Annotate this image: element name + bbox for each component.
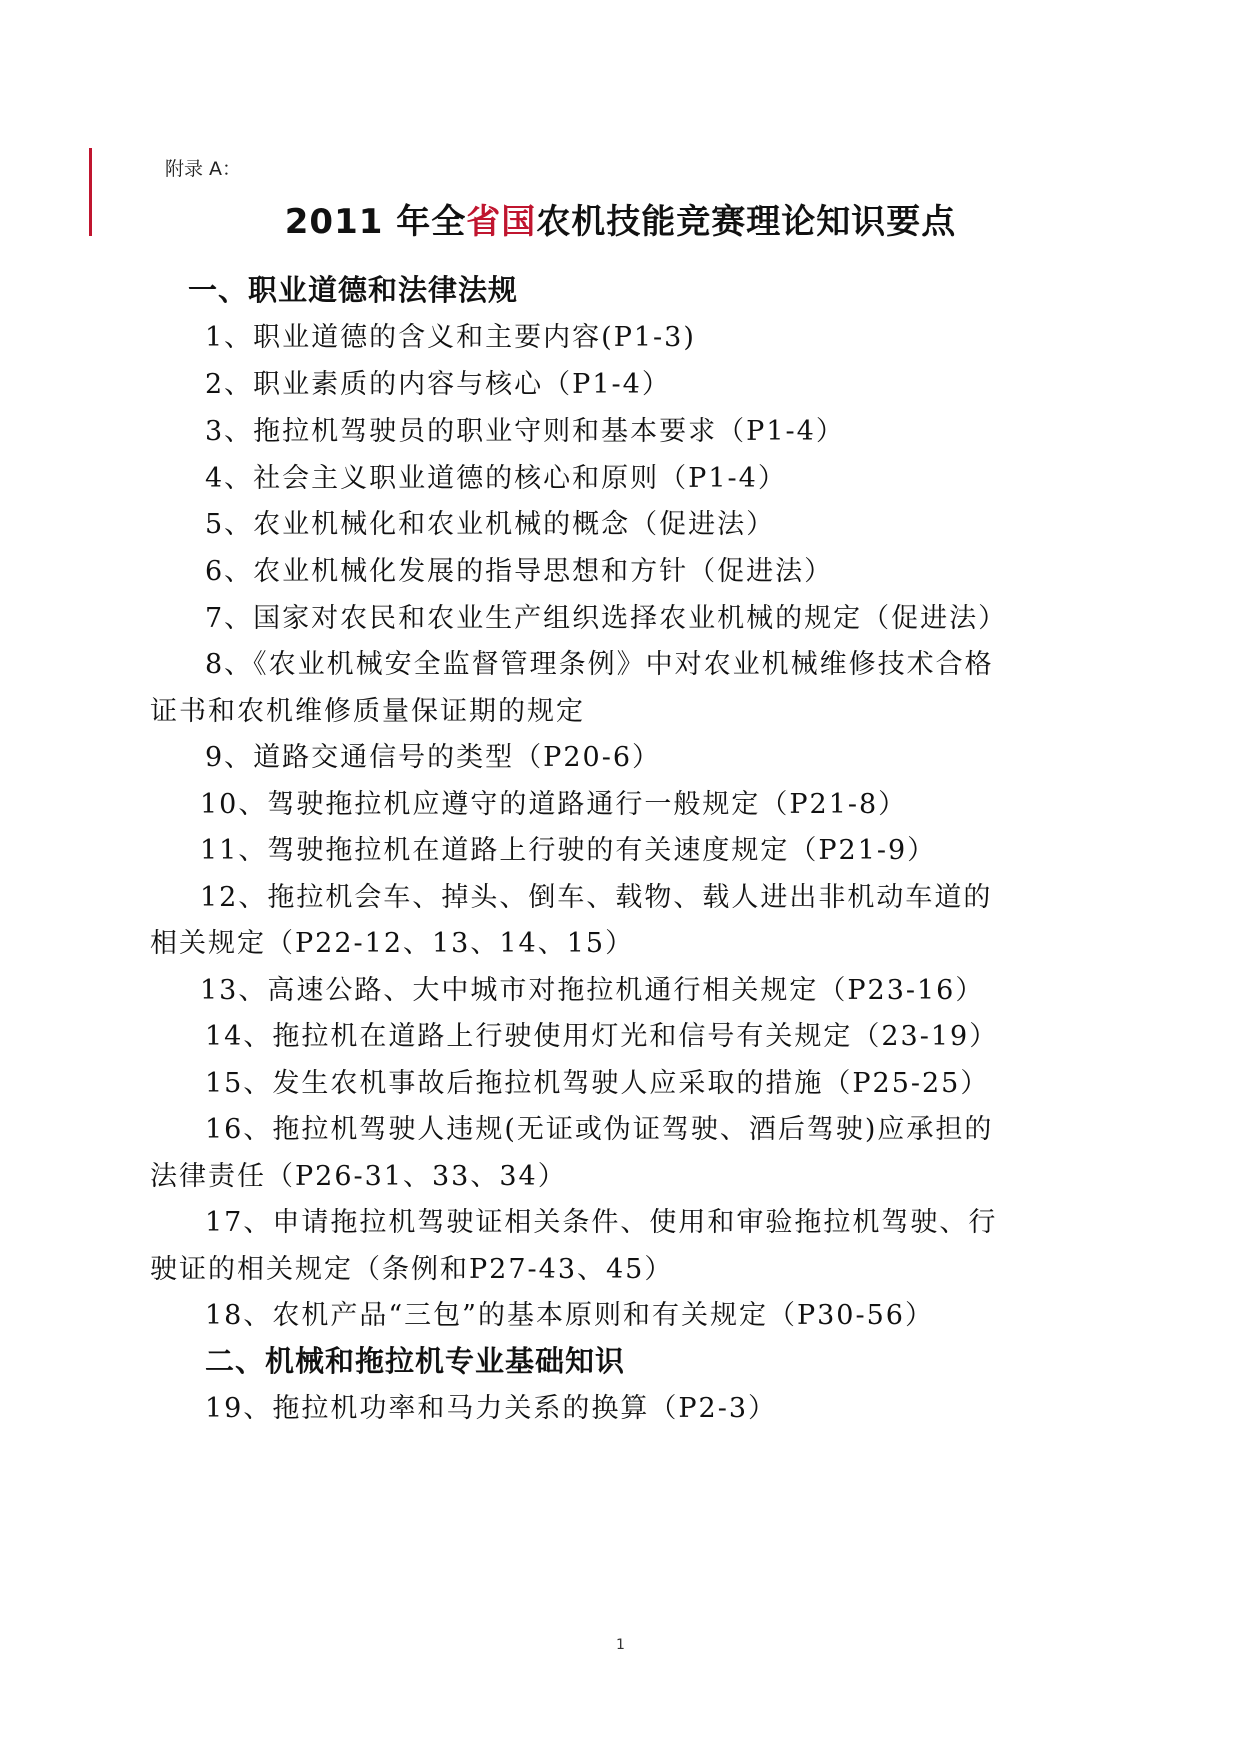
title-red-text: 省国 — [466, 202, 537, 242]
list-item-8: 8、《农业机械安全监督管理条例》中对农业机械维修技术合格 — [205, 649, 994, 680]
list-item-14: 14、拖拉机在道路上行驶使用灯光和信号有关规定（23-19） — [205, 1021, 999, 1052]
list-item-13: 13、高速公路、大中城市对拖拉机通行相关规定（P23-16） — [200, 975, 985, 1006]
list-item-11: 11、驾驶拖拉机在道路上行驶的有关速度规定（P21-9） — [200, 835, 937, 866]
appendix-label: 附录 A： — [165, 158, 242, 180]
list-item-5: 5、农业机械化和农业机械的概念（促进法） — [205, 509, 776, 540]
list-item-19: 19、拖拉机功率和马力关系的换算（P2-3） — [205, 1393, 778, 1424]
section-heading-1: 一、职业道德和法律法规 — [188, 273, 519, 307]
list-item-4: 4、社会主义职业道德的核心和原则（P1-4） — [205, 463, 787, 494]
list-item-17-cont: 驶证的相关规定（条例和P27-43、45） — [150, 1254, 674, 1285]
list-item-17: 17、申请拖拉机驾驶证相关条件、使用和审验拖拉机驾驶、行 — [205, 1207, 998, 1238]
list-item-18: 18、农机产品“三包”的基本原则和有关规定（P30-56） — [205, 1300, 934, 1331]
list-item-6: 6、农业机械化发展的指导思想和方针（促进法） — [205, 556, 834, 587]
list-item-12: 12、拖拉机会车、掉头、倒车、载物、载人进出非机动车道的 — [200, 882, 993, 913]
list-item-16: 16、拖拉机驾驶人违规(无证或伪证驾驶、酒后驾驶)应承担的 — [205, 1114, 994, 1145]
page-number: 1 — [616, 1637, 625, 1653]
list-item-16-cont: 法律责任（P26-31、33、34） — [150, 1161, 567, 1192]
list-item-3: 3、拖拉机驾驶员的职业守则和基本要求（P1-4） — [205, 416, 845, 447]
section-heading-2: 二、机械和拖拉机专业基础知识 — [205, 1344, 626, 1378]
list-item-7: 7、国家对农民和农业生产组织选择农业机械的规定（促进法） — [205, 603, 1008, 634]
list-item-8-cont: 证书和农机维修质量保证期的规定 — [150, 696, 585, 727]
list-item-10: 10、驾驶拖拉机应遵守的道路通行一般规定（P21-8） — [200, 789, 908, 820]
list-item-9: 9、道路交通信号的类型（P20-6） — [205, 742, 662, 773]
title-part-1: 2011 年全 — [284, 202, 467, 242]
list-item-15: 15、发生农机事故后拖拉机驾驶人应采取的措施（P25-25） — [205, 1068, 990, 1099]
list-item-2: 2、职业素质的内容与核心（P1-4） — [205, 369, 671, 400]
document-title — [0, 194, 1241, 243]
title-part-2: 农机技能竞赛理论知识要点 — [536, 202, 957, 242]
list-item-12-cont: 相关规定（P22-12、13、14、15） — [150, 928, 635, 959]
list-item-1: 1、职业道德的含义和主要内容(P1-3) — [205, 322, 696, 353]
